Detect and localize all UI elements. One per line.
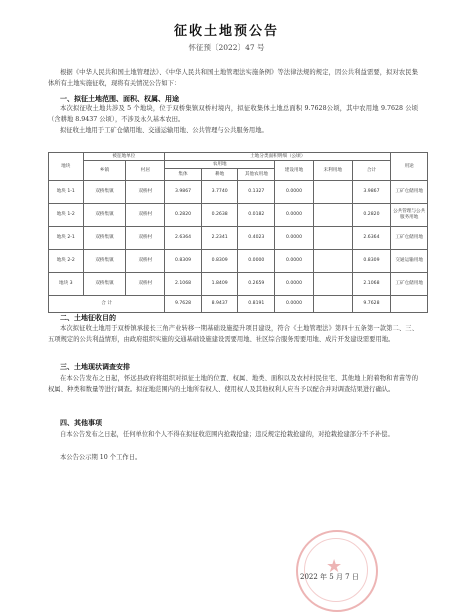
cell-town: 双桥集镇 <box>83 250 126 273</box>
cell-plot: 地块 3 <box>49 273 84 296</box>
sum-unused <box>313 296 352 313</box>
header-total: 合计 <box>352 161 391 181</box>
cell-town: 双桥集镇 <box>83 204 126 227</box>
cell-plot: 地块 2-2 <box>49 250 84 273</box>
cell-arable: 1.8409 <box>201 273 238 296</box>
cell-other: 0.4023 <box>238 227 275 250</box>
section2-heading: 二、土地征收目的 <box>60 313 116 322</box>
cell-use: 工矿仓储用地 <box>391 227 428 250</box>
header-owner: 被征地单位 <box>83 153 165 161</box>
cell-arable: 2.2341 <box>201 227 238 250</box>
land-table <box>48 152 428 313</box>
section4-heading: 四、其他事项 <box>60 418 102 427</box>
table-row <box>49 204 428 227</box>
header-construction: 建设用地 <box>275 161 314 181</box>
cell-collective: 3.9867 <box>165 181 202 204</box>
section4-paragraph1: 自本公告发布之日起，任何单位和个人不得在拟征收范围内抢栽抢建；违反规定抢栽抢建的，对抢栽抢建部分不予补偿。 <box>60 431 394 438</box>
official-seal-stamp <box>296 530 378 612</box>
cell-total: 0.2820 <box>352 204 391 227</box>
section3-paragraph: 在本公告发布之日起，怀远县政府将组织对拟征土地的位置、权属、地类、面积以及农村村民住宅、其他地上附着物和青苗等的权属、种类和数量等进行调查。拟征地范围内的土地所有权人、使用权人及其他权利人应当予以配合并对调查结果进行确认。 <box>48 375 418 393</box>
seal-star-icon: ★ <box>326 556 343 577</box>
cell-plot: 地块 2-1 <box>49 227 84 250</box>
cell-village: 双桥村 <box>126 181 165 204</box>
section1-paragraph2: 拟征收土地用于工矿仓储用地、交通运输用地、公共管理与公共服务用地。 <box>60 127 268 134</box>
page-title: 征收土地预公告 <box>173 24 279 39</box>
table-sum-row <box>49 296 428 313</box>
cell-construction: 0.0000 <box>275 273 314 296</box>
cell-arable: 0.2638 <box>201 204 238 227</box>
cell-total: 3.9867 <box>352 181 391 204</box>
cell-construction: 0.0000 <box>275 250 314 273</box>
section3-heading: 三、土地现状调查安排 <box>60 362 130 371</box>
cell-use: 工矿仓储用地 <box>391 181 428 204</box>
sum-use <box>391 296 428 313</box>
cell-construction: 0.0000 <box>275 227 314 250</box>
cell-village: 双桥村 <box>126 204 165 227</box>
document-number: 怀征预〔2022〕47 号 <box>188 43 265 52</box>
header-town: 乡镇 <box>83 161 126 181</box>
table-row <box>49 250 428 273</box>
cell-use: 公共管理与公共服务用地 <box>391 204 428 227</box>
sum-arable: 8.9437 <box>201 296 238 313</box>
cell-unused <box>313 273 352 296</box>
header-area: 土地分类面积明细（公顷） <box>165 153 391 161</box>
header-village: 村居 <box>126 161 165 181</box>
section1-heading: 一、拟征土地范围、面积、权属、用途 <box>60 94 179 103</box>
issue-date: 2022 年 5 月 7 日 <box>300 573 359 581</box>
cell-unused <box>313 181 352 204</box>
sum-construction: 0.0000 <box>275 296 314 313</box>
cell-unused <box>313 227 352 250</box>
cell-other: 0.2659 <box>238 273 275 296</box>
intro-paragraph: 根据《中华人民共和国土地管理法》、《中华人民共和国土地管理法实施条例》等法律法规的规定，因公共利益需要，拟对农民集体所有土地实施征收，现将有关情况公告如下： <box>48 69 418 87</box>
cell-unused <box>313 204 352 227</box>
header-agri: 农用地 <box>165 161 275 169</box>
section1-paragraph1: 本次拟征收土地共涉及 5 个地块，位于双桥集镇双桥村境内，拟征收集体土地总面积 9.7628公顷，其中农用地 9.7628 公顷（含耕地 8.9437 公顷），不涉及永久基本农田。 <box>48 105 418 123</box>
cell-collective: 0.2820 <box>165 204 202 227</box>
header-other-agri: 其他农用地 <box>238 169 275 181</box>
cell-collective: 2.6364 <box>165 227 202 250</box>
cell-town: 双桥集镇 <box>83 273 126 296</box>
section2-paragraph: 本次拟征收土地用于双桥镇承接长三角产业转移一期基础设施提升项目建设，符合《土地管理法》第四十五条第一款第二、三、五项规定的公共利益情形，由政府组织实施的交通基础设施建设需要用地、社区综合服务需要用地、成片开发建设需要用地。 <box>48 325 418 343</box>
cell-other: 0.0182 <box>238 204 275 227</box>
cell-construction: 0.0000 <box>275 181 314 204</box>
cell-other: 0.0000 <box>238 250 275 273</box>
cell-use: 交通运输用地 <box>391 250 428 273</box>
cell-village: 双桥村 <box>126 250 165 273</box>
cell-other: 0.1327 <box>238 181 275 204</box>
cell-collective: 0.8309 <box>165 250 202 273</box>
cell-construction: 0.0000 <box>275 204 314 227</box>
sum-label: 合 计 <box>49 296 165 313</box>
section4-paragraph2: 本公告公示期 10 个工作日。 <box>60 454 142 461</box>
header-use: 用途 <box>391 153 428 181</box>
header-collective: 集体 <box>165 169 202 181</box>
cell-total: 0.8309 <box>352 250 391 273</box>
cell-village: 双桥村 <box>126 273 165 296</box>
cell-unused <box>313 250 352 273</box>
cell-plot: 地块 1-2 <box>49 204 84 227</box>
header-arable: 耕地 <box>201 169 238 181</box>
cell-arable: 3.7740 <box>201 181 238 204</box>
table-row <box>49 273 428 296</box>
cell-town: 双桥集镇 <box>83 227 126 250</box>
table-row <box>49 227 428 250</box>
header-unused: 未利用地 <box>313 161 352 181</box>
sum-total: 9.7628 <box>352 296 391 313</box>
cell-total: 2.1068 <box>352 273 391 296</box>
table-row <box>49 181 428 204</box>
sum-collective: 9.7628 <box>165 296 202 313</box>
cell-use: 工矿仓储用地 <box>391 273 428 296</box>
header-plot: 地块 <box>49 153 84 181</box>
cell-plot: 地块 1-1 <box>49 181 84 204</box>
cell-village: 双桥村 <box>126 227 165 250</box>
cell-arable: 0.8309 <box>201 250 238 273</box>
cell-total: 2.6364 <box>352 227 391 250</box>
cell-collective: 2.1068 <box>165 273 202 296</box>
sum-other: 0.8191 <box>238 296 275 313</box>
cell-town: 双桥集镇 <box>83 181 126 204</box>
